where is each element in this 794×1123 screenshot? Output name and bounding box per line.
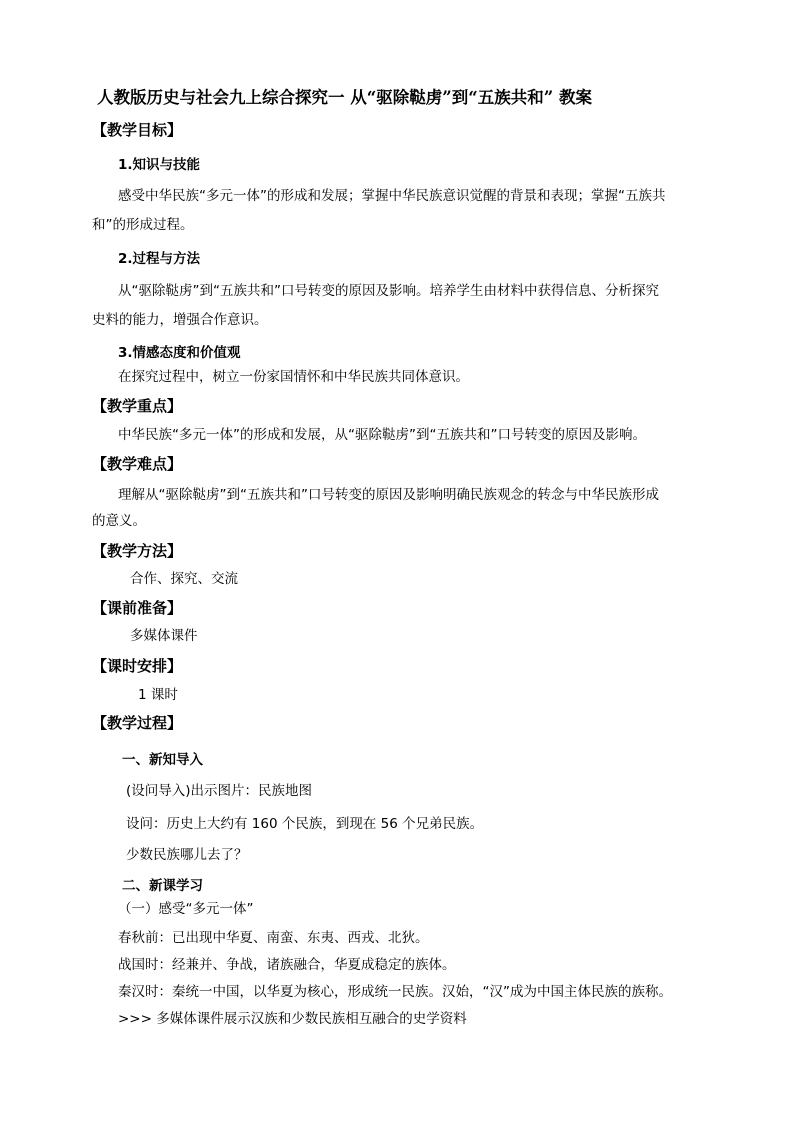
paragraph-line: 的意义。 [92, 513, 146, 529]
paragraph-line: 中华民族“多元一体”的形成和发展，从“驱除鞑虏”到“五族共和”口号转变的原因及影响。 [118, 427, 646, 443]
paragraph-line: 少数民族哪儿去了？ [126, 847, 248, 863]
paragraph-line: 和”的形成过程。 [92, 217, 194, 233]
subheading-knowledge: 1.知识与技能 [118, 157, 201, 173]
paragraph-line: 战国时：经兼并、争战，诸族融合，华夏成稳定的族体。 [118, 957, 456, 973]
section-heading-methods: 【教学方法】 [92, 542, 183, 560]
paragraph-line: (设问导入)出示图片：民族地图 [126, 783, 313, 799]
paragraph-line: 从“驱除鞑虏”到“五族共和”口号转变的原因及影响。培养学生由材料中获得信息、分析探究 [118, 283, 659, 299]
paragraph-line: 合作、探究、交流 [130, 571, 238, 587]
paragraph-line: （一）感受“多元一体” [118, 901, 254, 917]
paragraph-line: 1 课时 [138, 687, 178, 703]
document-title: 人教版历史与社会九上综合探究一 从“驱除鞑虏”到“五族共和” 教案 [97, 88, 592, 107]
paragraph-line: 春秋前：已出现中华夏、南蛮、东夷、西戎、北狄。 [118, 930, 429, 946]
subheading-process: 2.过程与方法 [118, 251, 201, 267]
section-heading-difficulties: 【教学难点】 [92, 455, 183, 473]
paragraph-line: 史料的能力，增强合作意识。 [92, 312, 268, 328]
section-heading-schedule: 【课时安排】 [92, 657, 183, 675]
subheading-intro: 一、新知导入 [122, 752, 203, 768]
section-heading-key-points: 【教学重点】 [92, 397, 183, 415]
paragraph-line: 感受中华民族“多元一体”的形成和发展；掌握中华民族意识觉醒的背景和表现；掌握“五族共 [118, 188, 666, 204]
paragraph-line: 理解从“驱除鞑虏”到“五族共和”口号转变的原因及影响明确民族观念的转念与中华民族形成 [118, 487, 659, 503]
paragraph-line: 设问：历史上大约有 160 个民族，到现在 56 个兄弟民族。 [126, 816, 484, 832]
section-heading-teaching-process: 【教学过程】 [92, 714, 183, 732]
section-heading-objectives: 【教学目标】 [92, 121, 183, 139]
paragraph-line: 多媒体课件 [130, 628, 198, 644]
paragraph-line: >>> 多媒体课件展示汉族和少数民族相互融合的史学资料 [118, 1011, 467, 1027]
paragraph-line: 秦汉时：秦统一中国，以华夏为核心，形成统一民族。汉始，“汉”成为中国主体民族的族称。 [118, 984, 672, 1000]
section-heading-preparation: 【课前准备】 [92, 599, 183, 617]
paragraph-line: 在探究过程中，树立一份家国情怀和中华民族共同体意识。 [118, 369, 469, 385]
subheading-emotion: 3.情感态度和价值观 [118, 345, 241, 361]
subheading-new-lesson: 二、新课学习 [122, 878, 203, 894]
